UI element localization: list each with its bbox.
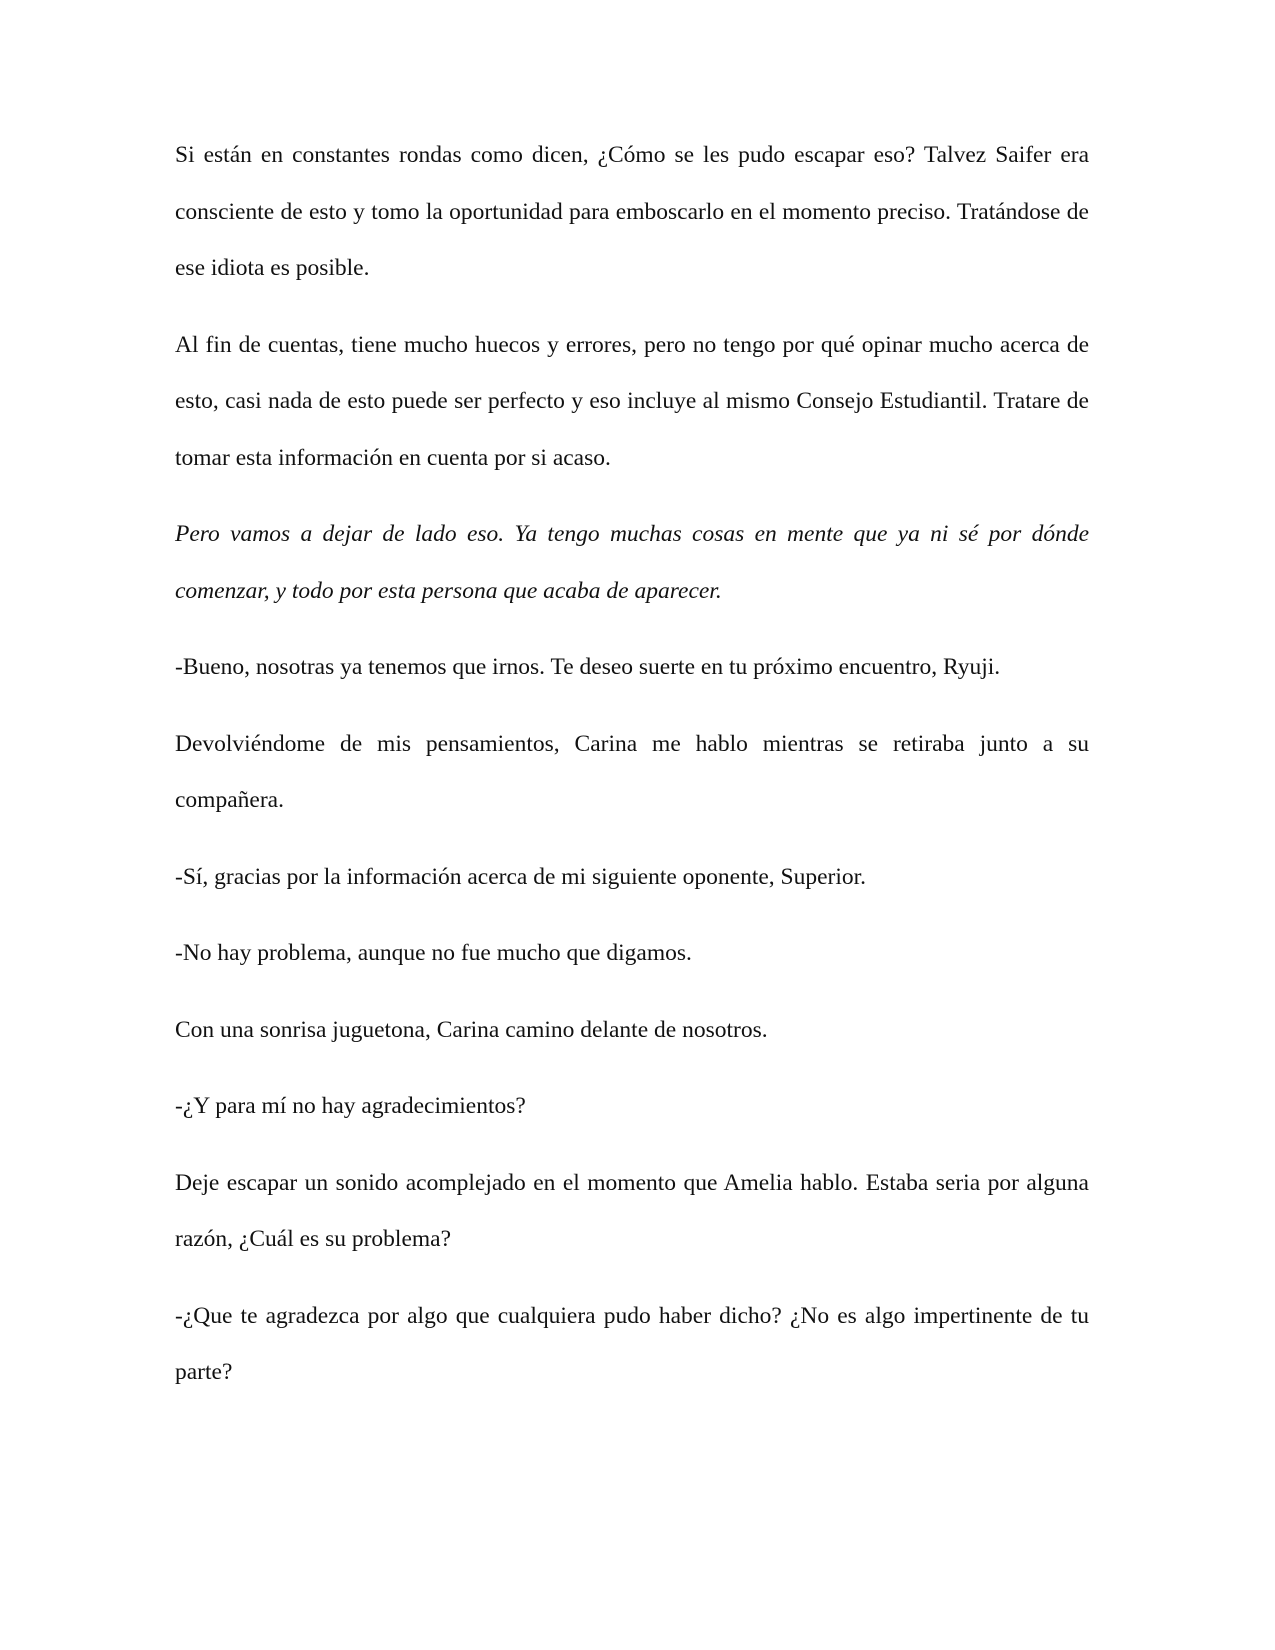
- paragraph-10: Deje escapar un sonido acomplejado en el momento que Amelia hablo. Estaba seria por alguna razón, ¿Cuál es su problema?: [175, 1169, 1089, 1252]
- paragraph-3-italic-thought: Pero vamos a dejar de lado eso. Ya tengo muchas cosas en mente que ya ni sé por dónde comenzar, y todo por esta persona que acaba de aparecer.: [175, 521, 1089, 604]
- paragraph-1: Si están en constantes rondas como dicen, ¿Cómo se les pudo escapar eso? Talvez Saifer era consciente de esto y tomo la oportunidad para emboscarlo en el momento preciso. Tratándose de ese idiota es posible.: [175, 142, 1089, 281]
- paragraph-2: Al fin de cuentas, tiene mucho huecos y errores, pero no tengo por qué opinar mucho acerca de esto, casi nada de esto puede ser perfecto y eso incluye al mismo Consejo Estudiantil. Tratare de tomar esta información en cuenta por si acaso.: [175, 331, 1089, 471]
- paragraph-5: Devolviéndome de mis pensamientos, Carina me hablo mientras se retiraba junto a su compañera.: [175, 730, 1089, 813]
- paragraph-8: Con una sonrisa juguetona, Carina camino delante de nosotros.: [175, 1016, 768, 1043]
- paragraph-11-dialogue: -¿Que te agradezca por algo que cualquiera pudo haber dicho? ¿No es algo impertinente de tu parte?: [175, 1302, 1089, 1385]
- paragraph-7-dialogue: -No hay problema, aunque no fue mucho que digamos.: [175, 940, 692, 966]
- paragraph-9-dialogue: -¿Y para mí no hay agradecimientos?: [175, 1093, 526, 1119]
- paragraph-6-dialogue: -Sí, gracias por la información acerca de mi siguiente oponente, Superior.: [175, 863, 867, 890]
- paragraph-4-dialogue: -Bueno, nosotras ya tenemos que irnos. Te deseo suerte en tu próximo encuentro, Ryuji.: [175, 654, 1001, 680]
- document-page: [175, 127, 1089, 1421]
